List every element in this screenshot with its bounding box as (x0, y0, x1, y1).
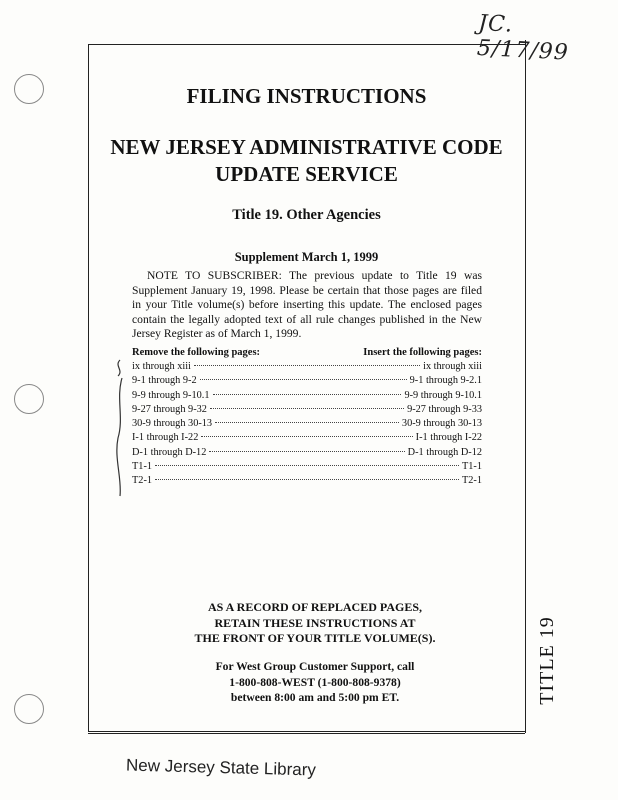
support-hours: between 8:00 am and 5:00 pm ET. (230, 691, 400, 704)
remove-pages: T1-1 (132, 461, 153, 473)
insert-pages: 9-1 through 9-2.1 (409, 375, 482, 387)
insert-pages: T2-1 (461, 475, 482, 487)
insert-pages: T1-1 (461, 461, 482, 473)
punch-hole (14, 694, 44, 724)
supplement-date: Supplement March 1, 1999 (234, 250, 379, 264)
remove-pages: I-1 through I-22 (132, 432, 199, 444)
remove-column-header: Remove the following pages: (132, 347, 261, 358)
insert-pages: 9-9 through 9-10.1 (404, 389, 482, 401)
insert-pages: 30-9 through 30-13 (401, 418, 482, 430)
table-row (132, 461, 482, 475)
note-to-subscriber: NOTE TO SUBSCRIBER: The previous update to Title 19 was Supplement January 19, 1998. Please be certain that those pages are filed in your Title volume(s) before inserting this update. The enclosed pages contain the legally adopted text of all rule changes published in the New Jersey Register as of March 1, 1999. (132, 269, 482, 341)
insert-column-header: Insert the following pages: (363, 347, 482, 358)
dot-leader (155, 479, 459, 480)
table-header (132, 347, 482, 361)
dot-leader (210, 408, 404, 409)
dot-leader (215, 422, 399, 423)
support-phone: 1-800-808-WEST (1-800-808-9378) (229, 675, 401, 689)
dot-leader (194, 365, 420, 366)
retain-instructions-notice (170, 600, 460, 647)
retain-line-1: AS A RECORD OF REPLACED PAGES, (207, 600, 423, 614)
remove-pages: ix through xiii (132, 361, 191, 372)
table-row (132, 375, 482, 389)
table-row (132, 404, 482, 418)
insert-pages: D-1 through D-12 (407, 446, 482, 458)
insert-pages: 9-27 through 9-33 (407, 403, 482, 415)
remove-pages: 30-9 through 30-13 (132, 418, 213, 430)
title-number: Title 19. Other Agencies (232, 207, 381, 223)
remove-pages: 9-1 through 9-2 (132, 375, 197, 387)
subtitle-line-1: NEW JERSEY ADMINISTRATIVE CODE (110, 135, 503, 159)
page-border-bottom (88, 733, 525, 734)
punch-hole (14, 384, 44, 414)
handwritten-initials-date: JC. 5/17/99 (476, 10, 570, 66)
remove-pages: D-1 through D-12 (132, 446, 207, 458)
dot-leader (201, 436, 412, 437)
remove-pages: 9-27 through 9-32 (132, 403, 207, 415)
table-row (132, 432, 482, 446)
insert-pages: I-1 through I-22 (415, 432, 482, 444)
retain-line-3: THE FRONT OF YOUR TITLE VOLUME(S). (194, 631, 436, 645)
punch-hole (14, 74, 44, 104)
support-line-1: For West Group Customer Support, call (215, 660, 415, 673)
handwritten-bracket (112, 358, 128, 498)
document-title: FILING INSTRUCTIONS (186, 84, 427, 108)
dot-leader (209, 451, 404, 452)
table-row (132, 390, 482, 404)
customer-support-info (170, 659, 460, 706)
spine-divider (525, 40, 526, 733)
spine-label-text: TITLE 19 (535, 615, 558, 705)
table-row (132, 361, 482, 375)
remove-pages: 9-9 through 9-10.1 (132, 389, 210, 401)
table-row (132, 475, 482, 489)
document-subtitle (88, 134, 525, 188)
library-stamp: New Jersey State Library (125, 755, 317, 780)
remove-pages: T2-1 (132, 475, 153, 487)
page-replacement-table (132, 347, 482, 490)
retain-line-2: RETAIN THESE INSTRUCTIONS AT (214, 615, 416, 630)
table-row (132, 418, 482, 432)
spine-label (527, 610, 567, 710)
insert-pages: ix through xiii (423, 361, 482, 372)
dot-leader (213, 394, 402, 395)
dot-leader (155, 465, 459, 466)
table-row (132, 447, 482, 461)
dot-leader (200, 379, 407, 380)
subtitle-line-2: UPDATE SERVICE (215, 162, 398, 186)
